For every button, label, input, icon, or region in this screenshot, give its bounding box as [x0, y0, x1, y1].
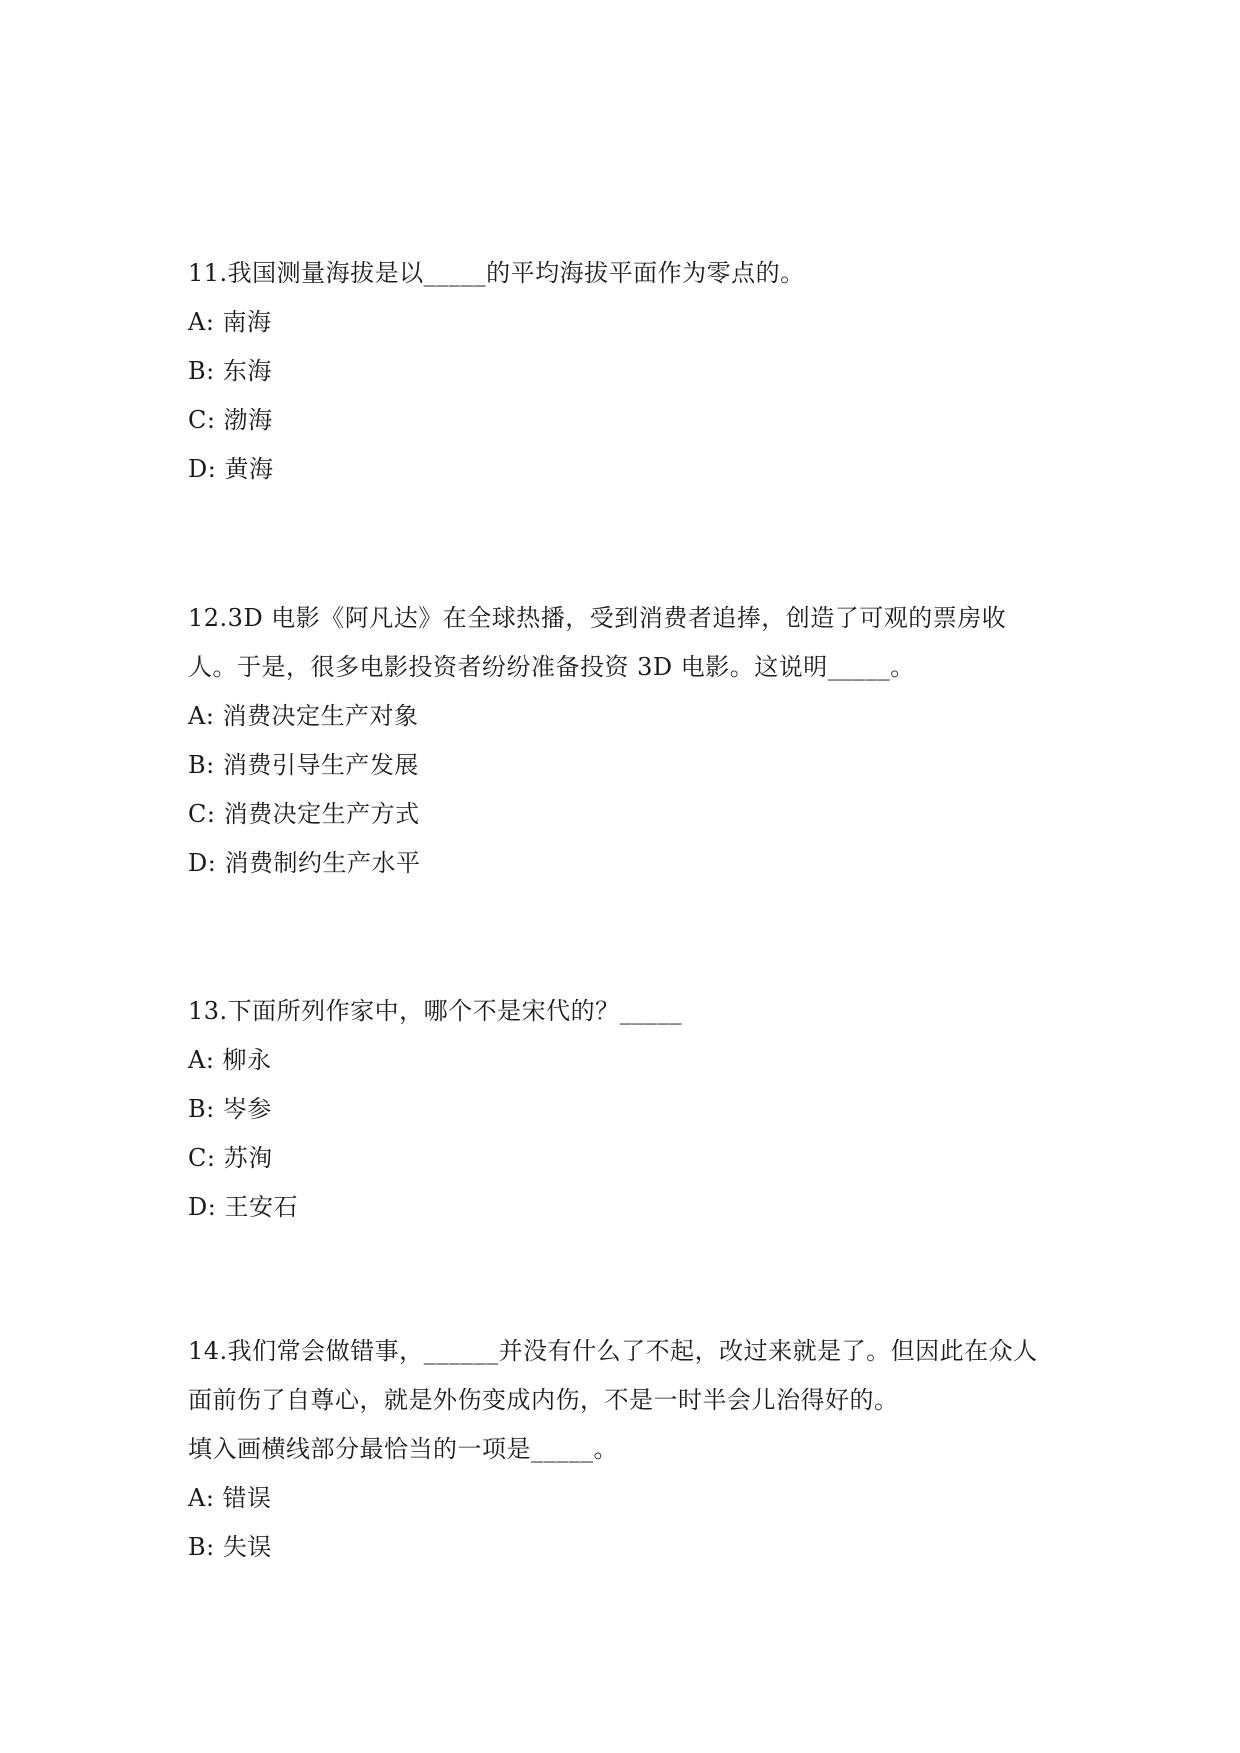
question-stem-continued: 人。于是，很多电影投资者纷纷准备投资 3D 电影。这说明_____。 — [188, 653, 915, 681]
question-14 — [188, 1327, 1068, 1572]
question-prompt: 填入画横线部分最恰当的一项是_____。 — [188, 1435, 618, 1463]
option-a: A: 错误 — [188, 1484, 272, 1512]
question-stem: 14.我们常会做错事，______并没有什么了不起，改过来就是了。但因此在众人 — [188, 1337, 1038, 1365]
question-13 — [188, 987, 1068, 1232]
option-b: B: 消费引导生产发展 — [188, 751, 419, 779]
question-stem-continued: 面前伤了自尊心，就是外伤变成内伤，不是一时半会儿治得好的。 — [188, 1386, 899, 1414]
option-b: B: 岑参 — [188, 1095, 272, 1123]
option-d: D: 黄海 — [188, 455, 274, 483]
option-b: B: 东海 — [188, 357, 272, 385]
question-stem: 11.我国测量海拔是以_____的平均海拔平面作为零点的。 — [188, 259, 805, 287]
option-b: B: 失误 — [188, 1533, 272, 1561]
option-c: C: 消费决定生产方式 — [188, 800, 420, 828]
option-d: D: 王安石 — [188, 1193, 298, 1221]
option-c: C: 渤海 — [188, 406, 273, 434]
option-a: A: 南海 — [188, 308, 272, 336]
option-a: A: 柳永 — [188, 1046, 272, 1074]
question-stem: 12.3D 电影《阿凡达》在全球热播，受到消费者追捧，创造了可观的票房收 — [188, 604, 1007, 632]
option-c: C: 苏洵 — [188, 1144, 273, 1172]
question-stem: 13.下面所列作家中，哪个不是宋代的？_____ — [188, 997, 683, 1025]
option-d: D: 消费制约生产水平 — [188, 849, 421, 877]
question-12 — [188, 594, 1068, 888]
question-11 — [188, 249, 1068, 494]
option-a: A: 消费决定生产对象 — [188, 702, 419, 730]
